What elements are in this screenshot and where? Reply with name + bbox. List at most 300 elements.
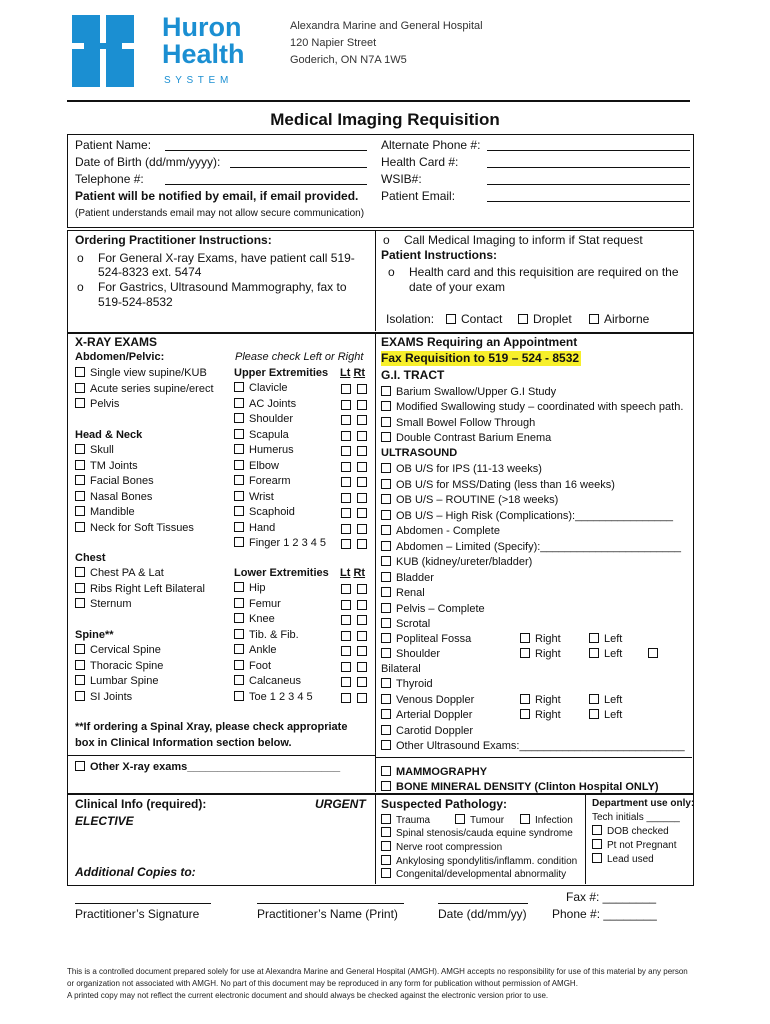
upper-item[interactable] xyxy=(234,521,275,536)
checkbox[interactable] xyxy=(589,694,599,704)
gi-item[interactable] xyxy=(381,385,556,400)
us-label: OB U/S for IPS (11-13 weeks) xyxy=(396,463,542,475)
spine-item[interactable] xyxy=(75,643,161,658)
lower-rt-checkbox[interactable] xyxy=(357,693,367,703)
checkbox[interactable] xyxy=(75,475,85,485)
upper-label: Humerus xyxy=(249,444,294,456)
head-label: TM Joints xyxy=(90,459,138,472)
upper-lt-checkbox[interactable] xyxy=(341,462,351,472)
upper-item[interactable] xyxy=(234,474,291,489)
lower-item[interactable] xyxy=(234,659,271,674)
checkbox[interactable] xyxy=(381,463,391,473)
dept-divider xyxy=(585,794,586,884)
upper-item[interactable] xyxy=(234,412,293,427)
dob-checked[interactable]: DOB checked xyxy=(592,824,669,839)
lower-label: Knee xyxy=(249,613,275,625)
instructions-divider xyxy=(375,230,376,331)
isolation-airborne[interactable]: Airborne xyxy=(589,312,649,327)
head-label: Skull xyxy=(90,444,114,456)
date-field[interactable] xyxy=(438,903,528,904)
upper-lt-checkbox[interactable] xyxy=(341,524,351,534)
us-item[interactable] xyxy=(381,478,615,493)
footer-line-1: This is a controlled document prepared solely for use at Alexandra Marine and General Hospital (AMGH). AMGH accepts no responsibility for use of this material by any person xyxy=(67,967,688,976)
us-item[interactable] xyxy=(381,602,485,617)
patient-email-label: Patient Email: xyxy=(381,189,456,203)
footer-line-3: A printed copy may not reflect the current electronic document and should always be checked against the electronic version prior to use. xyxy=(67,991,549,1000)
lower-lt-checkbox[interactable] xyxy=(341,677,351,687)
hospital-logo xyxy=(72,12,262,87)
upper-lt-checkbox[interactable] xyxy=(341,446,351,456)
upper-item[interactable] xyxy=(234,459,279,474)
head-heading: Head & Neck xyxy=(75,429,143,441)
checkbox[interactable] xyxy=(381,766,391,776)
lower-lt-checkbox[interactable] xyxy=(341,600,351,610)
mammo-rule xyxy=(375,757,692,758)
bullet-o-2: o xyxy=(77,280,84,294)
checkbox[interactable] xyxy=(234,629,244,639)
phone-number-field[interactable]: Phone #: ________ xyxy=(552,907,657,921)
checkbox[interactable] xyxy=(381,525,391,535)
checkbox[interactable] xyxy=(455,814,465,824)
popliteal-right[interactable]: Right xyxy=(520,632,561,647)
us-label: Pelvis – Complete xyxy=(396,602,485,615)
upper-label: Wrist xyxy=(249,490,274,503)
bullet-o-3: o xyxy=(383,233,390,247)
lower-lt-checkbox[interactable] xyxy=(341,646,351,656)
us-item[interactable] xyxy=(381,540,681,555)
checkbox[interactable] xyxy=(234,598,244,608)
additional-copies-label: Additional Copies to: xyxy=(75,865,196,879)
checkbox[interactable] xyxy=(381,432,391,442)
upper-rt-checkbox[interactable] xyxy=(357,431,367,441)
checkbox[interactable] xyxy=(520,709,530,719)
checkbox[interactable] xyxy=(234,675,244,685)
us-item[interactable] xyxy=(381,462,542,477)
hospital-name: Alexandra Marine and General Hospital xyxy=(290,20,483,32)
checkbox[interactable] xyxy=(381,510,391,520)
fax-number-field[interactable]: Fax #: ________ xyxy=(566,890,657,904)
checkbox[interactable] xyxy=(75,675,85,685)
checkbox[interactable] xyxy=(75,491,85,501)
gastric-fax-instruction: For Gastrics, Ultrasound Mammography, fax to xyxy=(98,280,347,294)
lower-lt-checkbox[interactable] xyxy=(341,662,351,672)
head-item[interactable] xyxy=(75,521,194,536)
spine-item[interactable] xyxy=(75,690,132,705)
checkbox[interactable] xyxy=(518,314,528,324)
checkbox[interactable] xyxy=(446,314,456,324)
us-label: OB U/S for MSS/Dating (less than 16 weeks) xyxy=(396,478,615,491)
checkbox[interactable] xyxy=(234,522,244,532)
checkbox[interactable] xyxy=(520,633,530,643)
abdomen-item[interactable] xyxy=(75,382,214,397)
head-item[interactable] xyxy=(75,474,154,489)
carotid-doppler[interactable]: Carotid Doppler xyxy=(381,724,473,739)
checkbox[interactable] xyxy=(75,506,85,516)
head-label: Facial Bones xyxy=(90,475,154,487)
pathology-tumour[interactable]: Tumour xyxy=(455,813,504,828)
thyroid-us[interactable]: Thyroid xyxy=(381,677,433,692)
us-item[interactable] xyxy=(381,509,673,524)
checkbox[interactable] xyxy=(381,648,391,658)
lower-item[interactable] xyxy=(234,690,313,705)
lower-rt-checkbox[interactable] xyxy=(357,584,367,594)
popliteal-fossa[interactable]: Popliteal Fossa xyxy=(381,632,471,647)
lower-label: Tib. & Fib. xyxy=(249,628,299,641)
checkbox[interactable] xyxy=(381,740,391,750)
upper-item[interactable] xyxy=(234,397,296,412)
checkbox[interactable] xyxy=(75,644,85,654)
gi-label: Modified Swallowing study – coordinated with speech path. xyxy=(396,401,684,414)
page-title: Medical Imaging Requisition xyxy=(270,110,500,129)
popliteal-left[interactable]: Left xyxy=(589,632,622,647)
telephone-field[interactable] xyxy=(165,184,367,185)
chest-item[interactable] xyxy=(75,597,132,612)
tech-initials[interactable]: Tech initials ______ xyxy=(592,812,680,823)
practitioner-instructions-heading: Ordering Practitioner Instructions: xyxy=(75,233,272,247)
appointment-heading: EXAMS Requiring an Appointment xyxy=(381,335,578,349)
hospital-street: 120 Napier Street xyxy=(290,37,377,49)
checkbox[interactable] xyxy=(381,479,391,489)
upper-item[interactable] xyxy=(234,505,295,520)
checkbox[interactable] xyxy=(381,417,391,427)
venous-left[interactable]: Left xyxy=(589,693,622,708)
arterial-left[interactable]: Left xyxy=(589,708,622,723)
us-label: Abdomen – Limited (Specify):_______________________ xyxy=(396,540,681,553)
lower-item[interactable] xyxy=(234,628,299,643)
pathology-trauma[interactable]: Trauma xyxy=(381,813,430,828)
checkbox[interactable] xyxy=(75,383,85,393)
us-heading: ULTRASOUND xyxy=(381,447,458,459)
mammography[interactable]: MAMMOGRAPHY xyxy=(381,765,487,780)
head-item[interactable] xyxy=(75,490,152,505)
shoulder-bilateral-box[interactable] xyxy=(648,647,663,662)
upper-lt-checkbox[interactable] xyxy=(341,384,351,394)
checkbox[interactable] xyxy=(75,691,85,701)
checkbox[interactable] xyxy=(234,582,244,592)
checkbox[interactable] xyxy=(75,398,85,408)
lower-label: Foot xyxy=(249,659,272,672)
pathology-item[interactable] xyxy=(381,854,577,869)
abdomen-label: Acute series supine/erect xyxy=(90,382,214,395)
lower-rt-checkbox[interactable] xyxy=(357,615,367,625)
upper-rt-checkbox[interactable] xyxy=(357,415,367,425)
checkbox[interactable] xyxy=(381,618,391,628)
checkbox[interactable] xyxy=(381,587,391,597)
upper-item[interactable] xyxy=(234,536,326,551)
spine-heading: Spine** xyxy=(75,629,114,641)
checkbox[interactable] xyxy=(75,761,85,771)
chest-item[interactable] xyxy=(75,582,205,597)
lower-rt-checkbox[interactable] xyxy=(357,631,367,641)
gi-label: Small Bowel Follow Through xyxy=(396,416,536,429)
xray-call-number: 524-8323 ext. 5474 xyxy=(98,265,202,279)
checkbox[interactable] xyxy=(234,506,244,516)
checkbox[interactable] xyxy=(75,522,85,532)
us-label: Bladder xyxy=(396,571,434,584)
upper-label: Shoulder xyxy=(249,413,294,425)
upper-rt-checkbox[interactable] xyxy=(357,539,367,549)
lower-label: Hip xyxy=(249,582,266,594)
bilateral-label: Bilateral xyxy=(381,663,421,675)
checkbox[interactable] xyxy=(234,444,244,454)
upper-lt-checkbox[interactable] xyxy=(341,539,351,549)
upper-rt-checkbox[interactable] xyxy=(357,477,367,487)
dept-use-heading: Department use only: xyxy=(592,798,695,809)
checkbox[interactable] xyxy=(75,660,85,670)
checkbox[interactable] xyxy=(381,386,391,396)
upper-rt-checkbox[interactable] xyxy=(357,400,367,410)
pt-not-pregnant[interactable]: Pt not Pregnant xyxy=(592,838,677,853)
us-item[interactable] xyxy=(381,617,430,632)
upper-rt-checkbox[interactable] xyxy=(357,493,367,503)
health-card-instruction-2: date of your exam xyxy=(409,280,506,294)
checkbox[interactable] xyxy=(234,382,244,392)
checkbox[interactable] xyxy=(234,475,244,485)
checkbox[interactable] xyxy=(234,398,244,408)
isolation-droplet[interactable]: Droplet xyxy=(518,312,572,327)
lower-label: Ankle xyxy=(249,644,277,656)
other-us-exams[interactable]: Other Ultrasound Exams:___________________________ xyxy=(381,739,685,754)
checkbox[interactable] xyxy=(381,633,391,643)
checkbox[interactable] xyxy=(75,583,85,593)
checkbox[interactable] xyxy=(234,613,244,623)
health-card-field[interactable] xyxy=(487,167,690,168)
upper-lt-checkbox[interactable] xyxy=(341,508,351,518)
checkbox[interactable] xyxy=(234,413,244,423)
checkbox[interactable] xyxy=(381,603,391,613)
head-item[interactable] xyxy=(75,459,138,474)
head-label: Neck for Soft Tissues xyxy=(90,521,194,534)
chest-heading: Chest xyxy=(75,552,106,564)
abdomen-item[interactable] xyxy=(75,366,207,381)
dob-label: Date of Birth (dd/mm/yyyy): xyxy=(75,155,221,169)
arterial-doppler[interactable]: Arterial Doppler xyxy=(381,708,472,723)
email-secure-note: (Patient understands email may not allow secure communication) xyxy=(75,208,365,219)
us-item[interactable] xyxy=(381,586,425,601)
checkbox[interactable] xyxy=(75,367,85,377)
lower-extremities-heading: Lower Extremities xyxy=(234,567,329,579)
patient-email-field[interactable] xyxy=(487,201,690,202)
alt-phone-label: Alternate Phone #: xyxy=(381,138,481,152)
stat-instruction: Call Medical Imaging to inform if Stat request xyxy=(404,233,643,247)
checkbox[interactable] xyxy=(381,855,391,865)
us-item[interactable] xyxy=(381,493,558,508)
upper-rt-checkbox[interactable] xyxy=(357,384,367,394)
abdomen-heading: Abdomen/Pelvic: xyxy=(75,351,165,363)
signature-field[interactable] xyxy=(75,903,211,904)
checkbox[interactable] xyxy=(520,814,530,824)
upper-label: Scaphoid xyxy=(249,506,295,518)
spinal-note-2: box in Clinical Information section below. xyxy=(75,737,292,749)
checkbox[interactable] xyxy=(234,491,244,501)
upper-label: Scapula xyxy=(249,428,289,441)
checkbox[interactable] xyxy=(75,598,85,608)
checkbox[interactable] xyxy=(75,444,85,454)
upper-item[interactable] xyxy=(234,428,289,443)
abdomen-label: Single view supine/KUB xyxy=(90,367,207,379)
us-item[interactable] xyxy=(381,571,434,586)
checkbox[interactable] xyxy=(381,827,391,837)
checkbox[interactable] xyxy=(381,868,391,878)
checkbox[interactable] xyxy=(234,691,244,701)
lower-lt-checkbox[interactable] xyxy=(341,631,351,641)
checkbox[interactable] xyxy=(381,725,391,735)
checkbox[interactable] xyxy=(234,660,244,670)
pathology-item[interactable] xyxy=(381,840,502,855)
other-xray-rule xyxy=(67,755,375,756)
patient-instructions-heading: Patient Instructions: xyxy=(381,248,498,262)
checkbox[interactable] xyxy=(589,314,599,324)
hospital-city: Goderich, ON N7A 1W5 xyxy=(290,54,407,66)
gastric-fax-number: 519-524-8532 xyxy=(98,295,173,309)
upper-lt-checkbox[interactable] xyxy=(341,493,351,503)
upper-rt-checkbox[interactable] xyxy=(357,446,367,456)
checkbox[interactable] xyxy=(75,567,85,577)
title-rule xyxy=(67,100,690,102)
checkbox[interactable] xyxy=(592,825,602,835)
venous-doppler[interactable]: Venous Doppler xyxy=(381,693,474,708)
checkbox[interactable] xyxy=(520,694,530,704)
spine-item[interactable] xyxy=(75,659,163,674)
arterial-right[interactable]: Right xyxy=(520,708,561,723)
checkbox[interactable] xyxy=(381,494,391,504)
logo-health: Health xyxy=(162,39,245,69)
head-label: Nasal Bones xyxy=(90,490,153,503)
upper-lt-checkbox[interactable] xyxy=(341,400,351,410)
us-label: Renal xyxy=(396,587,425,599)
checkbox[interactable] xyxy=(592,839,602,849)
lower-lt-checkbox[interactable] xyxy=(341,584,351,594)
checkbox[interactable] xyxy=(381,709,391,719)
venous-right[interactable]: Right xyxy=(520,693,561,708)
health-card-instruction: Health card and this requisition are required on the xyxy=(409,265,679,279)
isolation-contact[interactable]: Contact xyxy=(446,312,502,327)
gi-heading: G.I. TRACT xyxy=(381,368,445,382)
other-xray-exams[interactable]: Other X-ray exams_________________________ xyxy=(75,760,340,775)
logo-system: S Y S T E M xyxy=(164,75,230,86)
head-item[interactable] xyxy=(75,443,114,458)
shoulder-us[interactable]: Shoulder xyxy=(381,647,440,662)
gi-item[interactable] xyxy=(381,431,551,446)
checkbox[interactable] xyxy=(234,429,244,439)
urgent-label: URGENT xyxy=(315,797,366,811)
lower-rt-checkbox[interactable] xyxy=(357,677,367,687)
date-label: Date (dd/mm/yy) xyxy=(438,907,527,921)
shoulder-right[interactable]: Right xyxy=(520,647,561,662)
checkbox[interactable] xyxy=(648,648,658,658)
lower-rt-checkbox[interactable] xyxy=(357,646,367,656)
lower-item[interactable] xyxy=(234,643,277,658)
abdomen-item[interactable] xyxy=(75,397,119,412)
us-label: KUB (kidney/ureter/bladder) xyxy=(396,556,533,568)
upper-rt-checkbox[interactable] xyxy=(357,524,367,534)
lower-lt-checkbox[interactable] xyxy=(341,615,351,625)
chest-item[interactable] xyxy=(75,566,164,581)
lead-used[interactable]: Lead used xyxy=(592,852,654,867)
us-label: OB U/S – ROUTINE (>18 weeks) xyxy=(396,494,559,506)
lower-item[interactable] xyxy=(234,597,281,612)
gi-item[interactable] xyxy=(381,416,535,431)
pathology-item[interactable] xyxy=(381,867,566,882)
lower-item[interactable] xyxy=(234,581,266,596)
gi-label: Double Contrast Barium Enema xyxy=(396,431,552,444)
dob-field[interactable] xyxy=(230,167,367,168)
gi-item[interactable] xyxy=(381,400,683,415)
spine-item[interactable] xyxy=(75,674,159,689)
logo-huron: Huron xyxy=(162,12,242,42)
checkbox[interactable] xyxy=(589,709,599,719)
us-item[interactable] xyxy=(381,555,532,570)
pathology-label: Congenital/developmental abnormality xyxy=(396,869,567,881)
lower-rt-checkbox[interactable] xyxy=(357,600,367,610)
checkbox[interactable] xyxy=(75,460,85,470)
print-name-field[interactable] xyxy=(257,903,404,904)
upper-lt-checkbox[interactable] xyxy=(341,477,351,487)
pathology-infection[interactable]: Infection xyxy=(520,813,573,828)
checkbox[interactable] xyxy=(381,556,391,566)
checkbox[interactable] xyxy=(381,814,391,824)
upper-item[interactable] xyxy=(234,443,294,458)
checkbox[interactable] xyxy=(589,648,599,658)
checkbox[interactable] xyxy=(381,541,391,551)
checkbox[interactable] xyxy=(381,694,391,704)
checkbox[interactable] xyxy=(381,572,391,582)
alt-phone-field[interactable] xyxy=(487,150,690,151)
checkbox[interactable] xyxy=(234,460,244,470)
head-item[interactable] xyxy=(75,505,135,520)
upper-label: Finger 1 2 3 4 5 xyxy=(249,537,327,549)
checkbox[interactable] xyxy=(589,633,599,643)
upper-rt-checkbox[interactable] xyxy=(357,462,367,472)
suspected-pathology-heading: Suspected Pathology: xyxy=(381,797,508,811)
checkbox[interactable] xyxy=(381,401,391,411)
bone-mineral-density[interactable]: BONE MINERAL DENSITY (Clinton Hospital ONLY) xyxy=(381,780,659,795)
upper-label: Hand xyxy=(249,521,276,534)
upper-lt-checkbox[interactable] xyxy=(341,431,351,441)
print-name-label: Practitioner’s Name (Print) xyxy=(257,907,398,921)
bullet-o-1: o xyxy=(77,251,84,265)
pathology-label: Spinal stenosis/cauda equine syndrome xyxy=(396,828,573,839)
spine-label: Lumbar Spine xyxy=(90,675,159,687)
lower-item[interactable] xyxy=(234,674,301,689)
upper-lt-rt: Lt Rt xyxy=(340,367,366,379)
pathology-label: Nerve root compression xyxy=(396,841,503,853)
checkbox[interactable] xyxy=(381,781,391,791)
us-item[interactable] xyxy=(381,524,500,539)
checkbox[interactable] xyxy=(234,537,244,547)
checkbox[interactable] xyxy=(381,678,391,688)
upper-label: AC Joints xyxy=(249,397,297,410)
upper-lt-checkbox[interactable] xyxy=(341,415,351,425)
upper-label: Clavicle xyxy=(249,382,288,394)
lower-label: Calcaneus xyxy=(249,675,301,687)
pathology-item[interactable] xyxy=(381,826,573,841)
shoulder-left[interactable]: Left xyxy=(589,647,622,662)
wsib-field[interactable] xyxy=(487,184,690,185)
upper-item[interactable] xyxy=(234,490,274,505)
patient-name-field[interactable] xyxy=(165,150,367,151)
checkbox[interactable] xyxy=(520,648,530,658)
upper-rt-checkbox[interactable] xyxy=(357,508,367,518)
upper-item[interactable] xyxy=(234,381,288,396)
lower-lt-checkbox[interactable] xyxy=(341,693,351,703)
lower-rt-checkbox[interactable] xyxy=(357,662,367,672)
spinal-note-1: **If ordering a Spinal Xray, please check appropriate xyxy=(75,721,348,733)
checkbox[interactable] xyxy=(381,841,391,851)
checkbox[interactable] xyxy=(234,644,244,654)
lower-item[interactable] xyxy=(234,612,275,627)
checkbox[interactable] xyxy=(592,853,602,863)
